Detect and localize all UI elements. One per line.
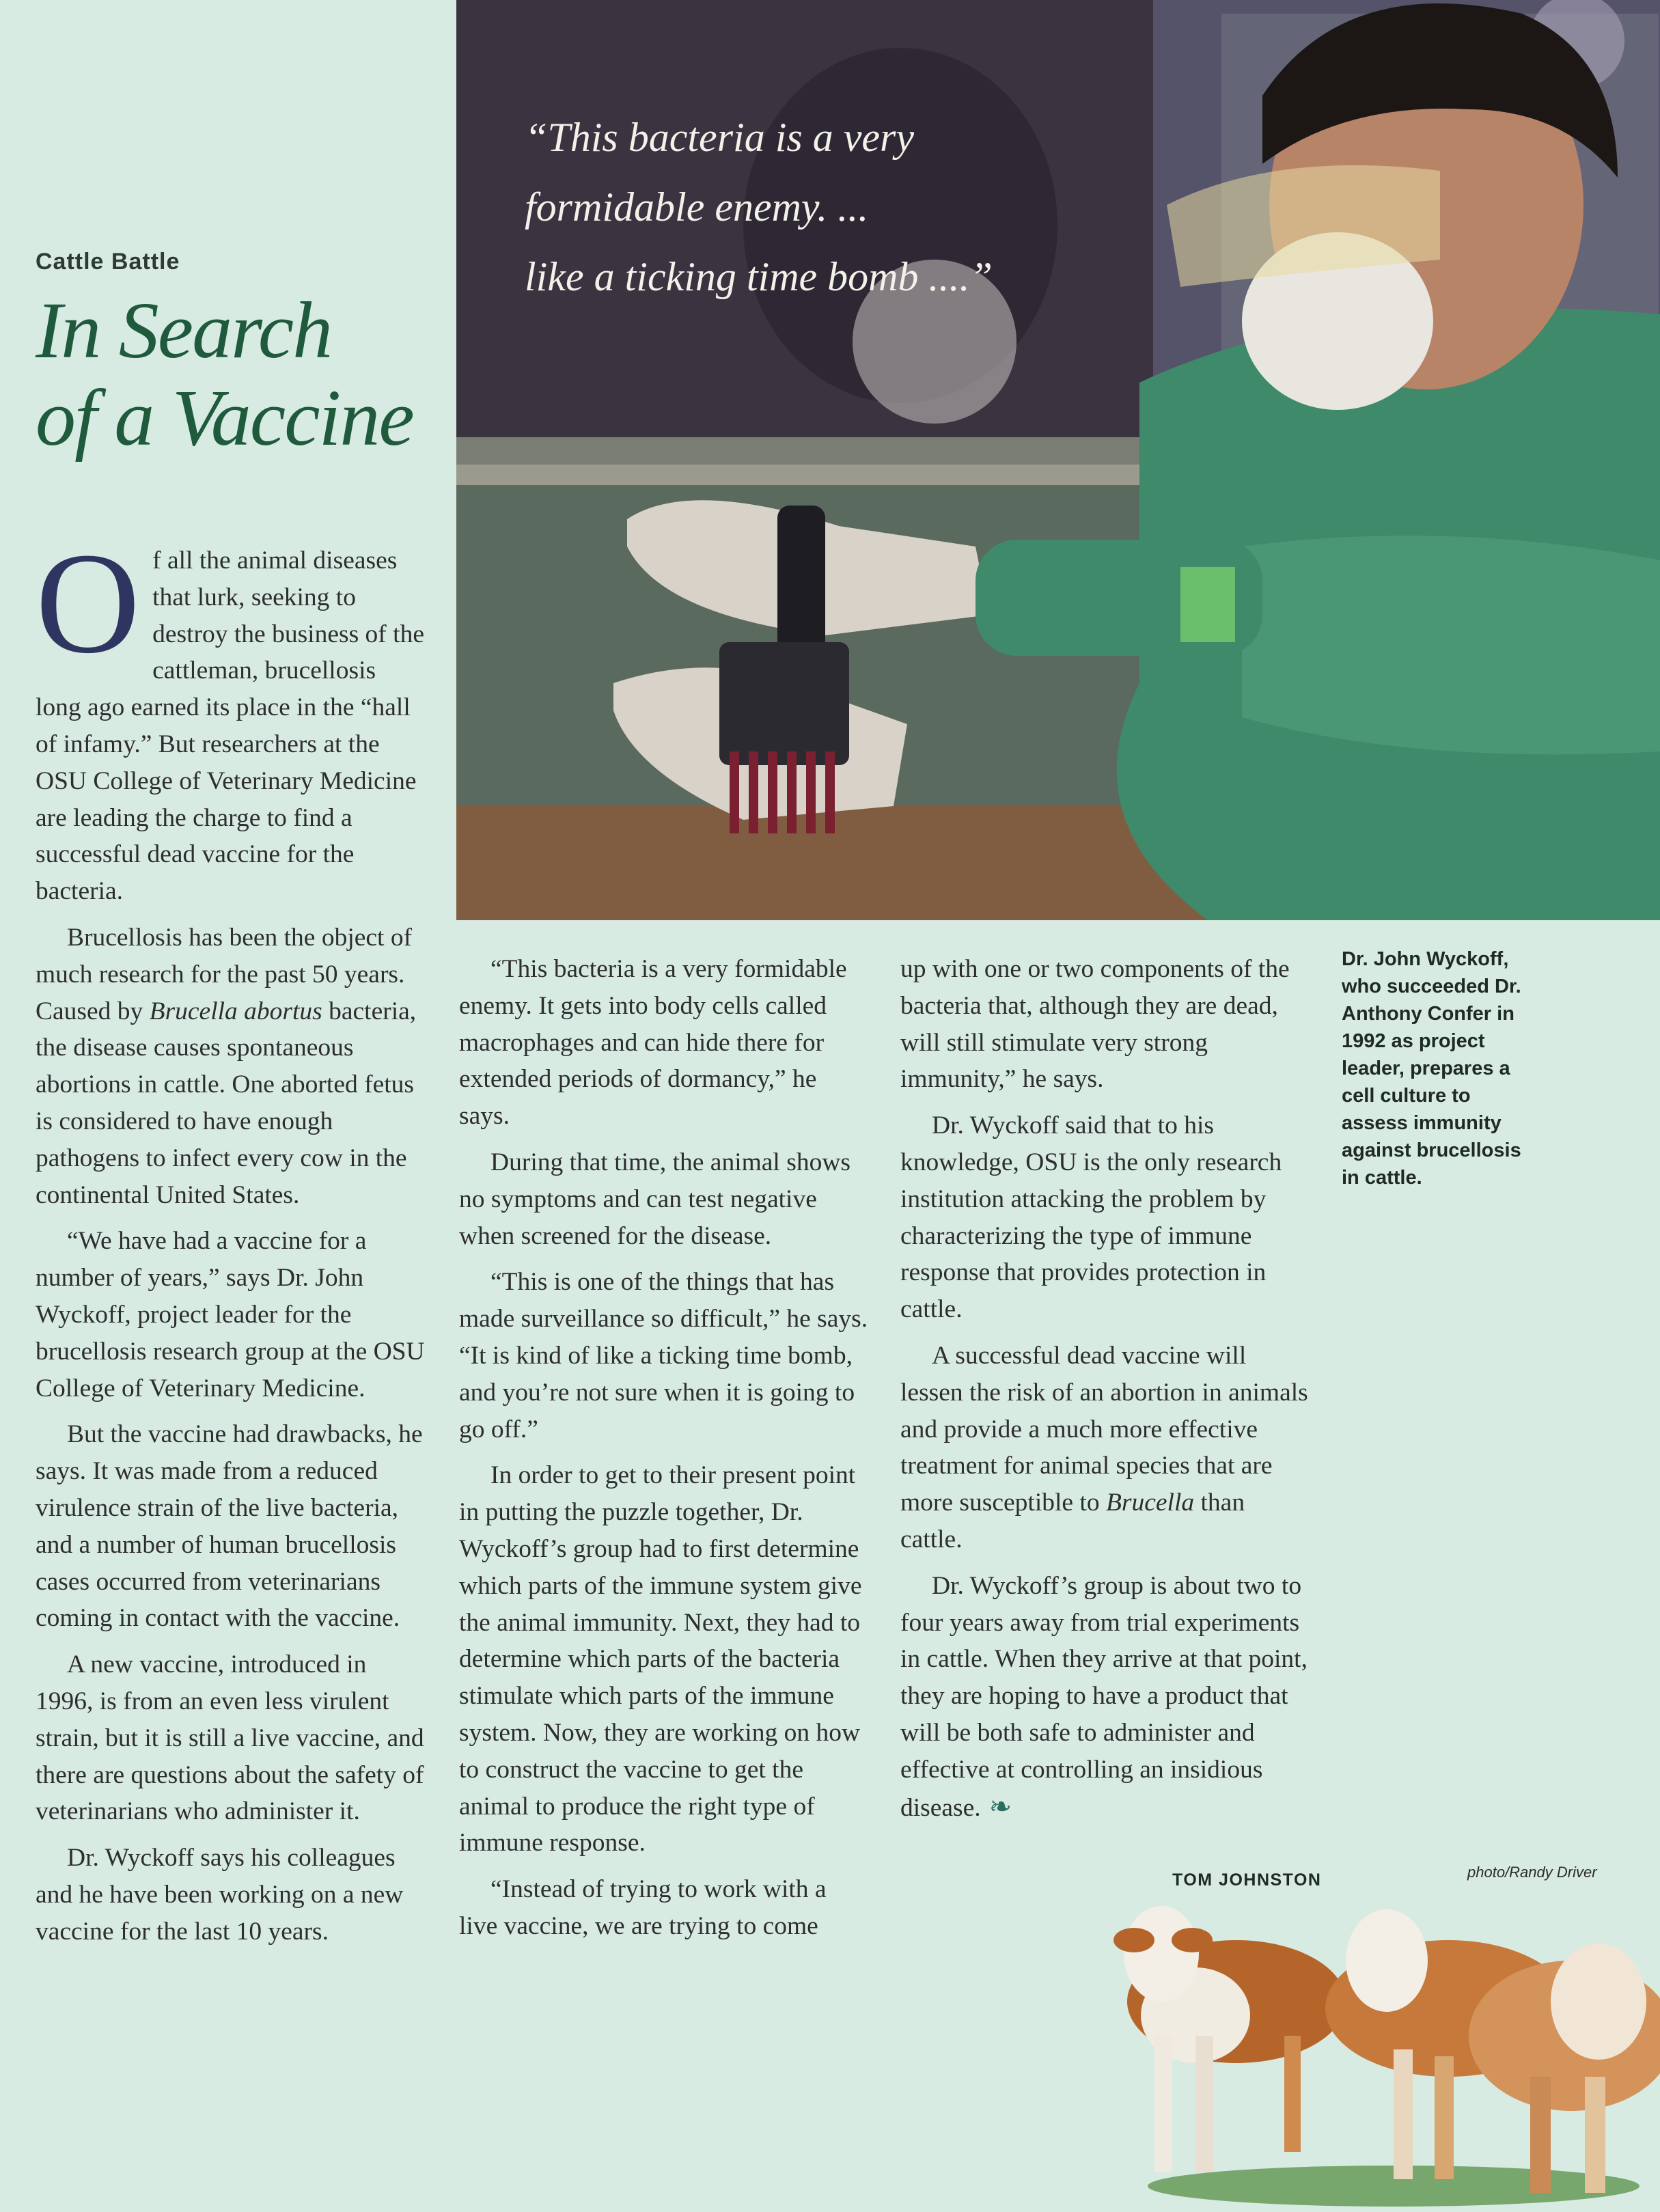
paragraph-text: than cattle. [900,1489,1245,1553]
article-paragraph-1 [36,523,426,910]
article-paragraph-3: “We have had a vaccine for a number of years,” says Dr. John Wyckoff, project leader for the brucellosis research group at the OSU College of Veterinary Medicine. [36,1227,425,1402]
article-paragraph-8: During that time, the animal shows no symptoms and can test negative when screened for the disease. [459,1148,850,1250]
pull-quote-line-1: “This bacteria is a very [525,115,914,160]
article-paragraph-9: “This is one of the things that has made surveillance so difficult,” he says. “It is kind of like a ticking time bomb, and you’re not sure when it is going to go off.” [459,1268,868,1443]
pull-quote [525,102,1044,312]
article-paragraph-14 [900,1338,1310,1558]
photo-credit: photo/Randy Driver [1467,1864,1597,1881]
end-ornament-icon: ❧ [988,1791,1012,1822]
species-name: Brucella [1105,1489,1195,1517]
article-paragraph-6: Dr. Wyckoff says his colleagues and he have been working on a new vaccine for the last 10 years. [36,1844,404,1946]
article-paragraph-10: In order to get to their present point in putting the puzzle together, Dr. Wyckoff’s group had to first determine which parts of the immune system give the animal immunity. Next, they had to determine which parts of the bacteria stimulate which parts of the immune system. Now, they are working on how to construct the vaccine to get the animal to produce the right type of immune response. [459,1461,862,1857]
article-column-2 [459,951,869,1954]
pull-quote-line-2: formidable enemy. ... [525,184,869,230]
paragraph-text: bacteria, the disease causes spontaneous abortions in cattle. One aborted fetus is considered to have enough pathogens to infect every cow in the continental United States. [36,997,417,1209]
article-paragraph-2 [36,920,426,1213]
article-paragraph-4: But the vaccine had drawbacks, he says. It was made from a reduced virulence strain of the live bacteria, and a number of human brucellosis cases occurred from veterinarians coming in contact with the vaccine. [36,1420,423,1633]
title-line-1: In Search [36,286,332,375]
paragraph-text: Dr. Wyckoff’s group is about two to four years away from trial experiments in cattle. When they arrive at that point, they are hoping to have a product that will be both safe to administer and effective at controlling an insidious disease. [900,1571,1308,1822]
species-name: Brucella abortus [149,997,322,1025]
article-paragraph-15 [900,1568,1310,1827]
cow-1 [1113,1906,1346,2172]
drop-cap: O [36,523,141,683]
article-column-1 [36,523,426,1959]
article-paragraph-5: A new vaccine, introduced in 1996, is from an even less virulent strain, but it is still a live vaccine, and there are questions about the safety of veterinarians who administer it. [36,1650,424,1826]
article-paragraph-12: up with one or two components of the bacteria that, although they are dead, will still stimulate very strong immunity,” he says. [900,955,1290,1094]
page-title [36,287,445,462]
paragraph-text: f all the animal diseases that lurk, seeking to destroy the business of the cattleman, brucellosis long ago earned its place in the “hall of infamy.” But researchers at the OSU College of Veterinary Medicine are leading the charge to find a successful dead vaccine for the bacteria. [36,547,424,906]
cattle-illustration [1093,1885,1660,2212]
author-byline: TOM JOHNSTON [1172,1870,1322,1890]
photo-caption: Dr. John Wyckoff, who succeeded Dr. Anthony Confer in 1992 as project leader, prepares a cell culture to assess immunity against brucellosis in cattle. [1342,948,1521,1189]
article-paragraph-7: “This bacteria is a very formidable enemy. It gets into body cells called macrophages and can hide there for extended periods of dormancy,” he says. [459,955,847,1131]
article-column-3 [900,951,1310,1836]
title-line-2: of a Vaccine [36,373,413,462]
paragraph-text: Brucellosis has been the object of much research for the past 50 years. Caused by [36,923,413,1025]
article-paragraph-13: Dr. Wyckoff said that to his knowledge, OSU is the only research institution attacking the problem by characterizing the type of immune response that provides protection in cattle. [900,1111,1282,1324]
article-paragraph-11: “Instead of trying to work with a live vaccine, we are trying to come [459,1875,827,1940]
paragraph-text: A successful dead vaccine will lessen the risk of an abortion in animals and provide a much more effective treatment for animal species that are more susceptible to [900,1341,1308,1517]
pull-quote-line-3: like a ticking time bomb ....” [525,254,993,299]
section-kicker: Cattle Battle [36,249,180,275]
